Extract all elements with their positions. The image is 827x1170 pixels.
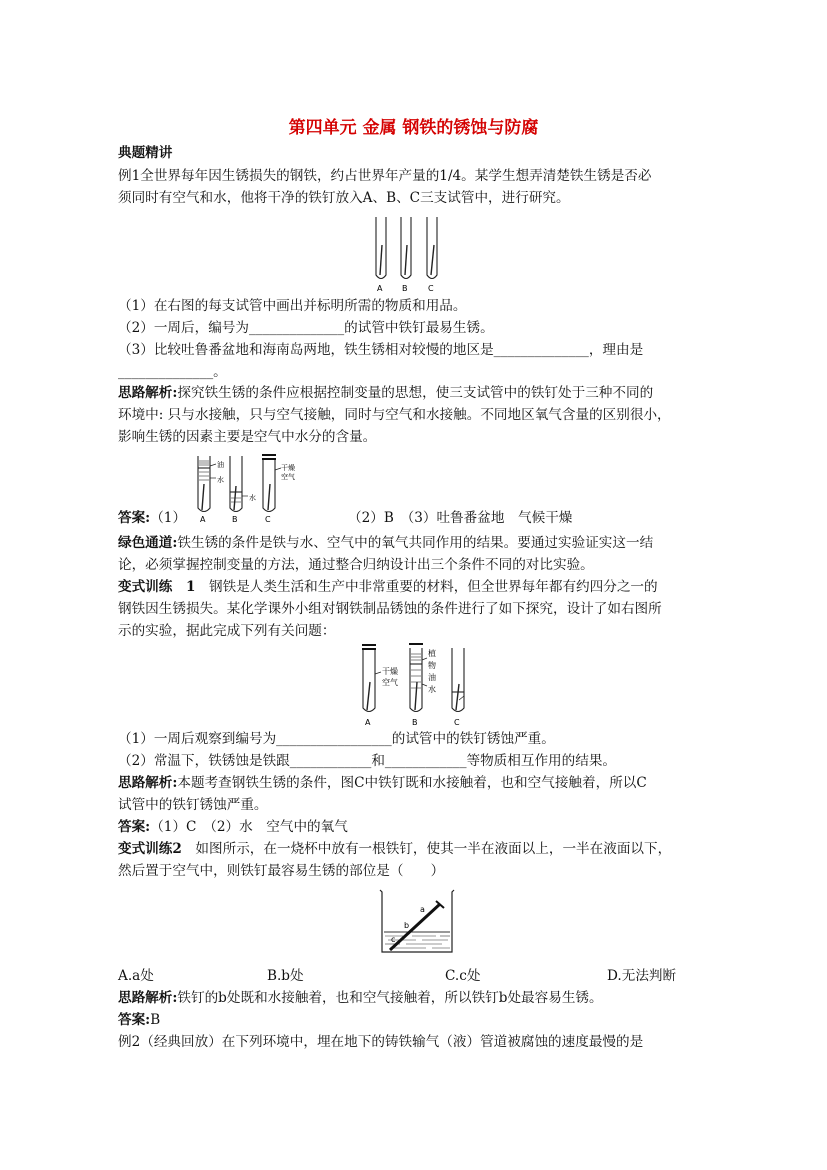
variant1-tube-label-c: C — [454, 718, 460, 727]
example1-analysis-line3: 影响生锈的因素主要是空气中水分的含量。 — [118, 429, 377, 445]
green-channel-label: 绿色通道: — [118, 535, 178, 551]
example1-question3-cont: ______________。 — [118, 364, 227, 380]
variant2-line1 — [118, 839, 718, 860]
variant1-tube-label-a: A — [365, 718, 371, 727]
variant1-dry-label-2: 空气 — [382, 678, 398, 687]
variant1-analysis-line1 — [118, 773, 718, 794]
example1-analysis-line1 — [118, 383, 718, 404]
variant1-line1 — [118, 577, 718, 598]
analysis-text: 探究铁生锈的条件应根据控制变量的思想，使三支试管中的铁钉处于三种不同的 — [177, 385, 654, 401]
example1-analysis-line2: 环境中: 只与水接触，只与空气接触，同时与空气和水接触。不同地区氧气含量的区别很小， — [118, 407, 671, 423]
answer-tube-label-a: A — [200, 515, 206, 524]
variant1-analysis-line2: 试管中的铁钉锈蚀严重。 — [118, 797, 268, 813]
variant1-line3: 示的实验，据此完成下列有关问题： — [118, 623, 336, 639]
variant1-dry-label-1: 干燥 — [382, 667, 398, 676]
green-channel-line2: 论，必须掌握控制变量的方法，通过整合归纳设计出三个条件不同的对比实验。 — [118, 557, 594, 573]
example1-line2: 须同时有空气和水，他将干净的铁钉放入A、B、C三支试管中，进行研究。 — [118, 190, 570, 206]
variant2-analysis-text: 铁钉的b处既和水接触着，也和空气接触着，所以铁钉b处最容易生锈。 — [177, 990, 603, 1006]
variant1-oil-label-3: 油 — [428, 673, 436, 682]
option-b: B.b处 — [267, 968, 304, 984]
option-d: D.无法判断 — [607, 968, 677, 984]
example2-line1: 例2（经典回放）在下列环境中，埋在地下的铸铁输气（液）管道被腐蚀的速度最慢的是 — [118, 1034, 644, 1050]
analysis-label: 思路解析: — [118, 385, 178, 401]
variant1-oil-label-2: 物 — [428, 661, 436, 670]
beaker-label-a: a — [420, 905, 425, 914]
oil-label: 油 — [217, 461, 224, 469]
variant1-oil-label-1: 植 — [428, 649, 436, 658]
page-title: 第四单元 金属 钢铁的锈蚀与防腐 — [288, 118, 539, 138]
variant1-analysis-label: 思路解析: — [118, 775, 178, 791]
variant2-text: 如图所示，在一烧杯中放有一根铁钉，使其一半在液面以上，一半在液面以下， — [181, 841, 672, 857]
variant1-label: 变式训练 1 — [118, 579, 196, 595]
dry-air-label-1: 干燥 — [281, 464, 295, 472]
figure-variant1-test-tubes — [355, 640, 475, 728]
beaker-label-c: c — [391, 935, 396, 944]
variant2-line2: 然后置于空气中，则铁钉最容易生锈的部位是（ ） — [118, 863, 445, 879]
section-heading: 典题精讲 — [118, 145, 173, 161]
example1-question2: （2）一周后，编号为______________的试管中铁钉最易生锈。 — [118, 320, 494, 336]
variant1-answer-label: 答案: — [118, 819, 151, 835]
water-label-b: 水 — [249, 494, 256, 502]
variant1-answer-text: （1）C （2）水 空气中的氧气 — [150, 819, 348, 835]
variant1-text: 钢铁是人类生活和生产中非常重要的材料，但全世界每年都有约四分之一的 — [195, 579, 658, 595]
water-label: 水 — [217, 476, 224, 484]
figure-empty-test-tubes — [370, 215, 450, 295]
variant2-analysis-line — [118, 988, 718, 1009]
answer-label: 答案: — [118, 510, 151, 526]
tube-label-c: C — [428, 284, 434, 293]
answer-tube-label-b: B — [232, 515, 238, 524]
answer-part1: （1） — [150, 510, 187, 526]
variant2-analysis-label: 思路解析: — [118, 990, 178, 1006]
variant1-tube-label-b: B — [412, 718, 418, 727]
green-channel-text: 铁生锈的条件是铁与水、空气中的氧气共同作用的结果。要通过实验证实这一结 — [177, 535, 654, 551]
tube-label-b: B — [402, 284, 408, 293]
variant2-answer-line — [118, 1010, 718, 1031]
variant2-answer-label: 答案: — [118, 1012, 151, 1028]
variant2-answer-text: B — [150, 1012, 161, 1028]
answer-tube-label-c: C — [265, 515, 271, 524]
dry-air-label-2: 空气 — [281, 473, 295, 481]
example1-question3: （3）比较吐鲁番盆地和海南岛两地，铁生锈相对较慢的地区是______________，理由是 — [118, 342, 644, 358]
example1-answer-part2: （2）B （3）吐鲁番盆地 气候干燥 — [348, 510, 573, 526]
variant1-line2: 钢铁因生锈损失。某化学课外小组对钢铁制品锈蚀的条件进行了如下探究，设计了如右图所 — [118, 601, 662, 617]
beaker-label-b: b — [404, 921, 410, 930]
variant1-analysis-text: 本题考查钢铁生锈的条件，图C中铁钉既和水接触着，也和空气接触着，所以C — [177, 775, 647, 791]
option-a: A.a处 — [118, 968, 154, 984]
variant1-water-label: 水 — [428, 685, 436, 694]
variant2-label: 变式训练2 — [118, 841, 182, 857]
example1-line1: 例1全世界每年因生锈损失的钢铁，约占世界年产量的1/4。某学生想弄清楚铁生锈是否必 — [118, 168, 652, 184]
green-channel-line1 — [118, 533, 718, 554]
variant1-answer-line — [118, 817, 718, 838]
tube-label-a: A — [377, 284, 383, 293]
example1-question1: （1）在右图的每支试管中画出并标明所需的物质和用品。 — [118, 298, 467, 314]
variant1-question2: （2）常温下，铁锈蚀是铁跟____________和____________等物质相互作用的结果。 — [118, 753, 617, 769]
option-c: C.c处 — [445, 968, 481, 984]
variant1-question1: （1）一周后观察到编号为_________________的试管中的铁钉锈蚀严重。 — [118, 731, 555, 747]
figure-beaker-nail — [376, 888, 458, 958]
